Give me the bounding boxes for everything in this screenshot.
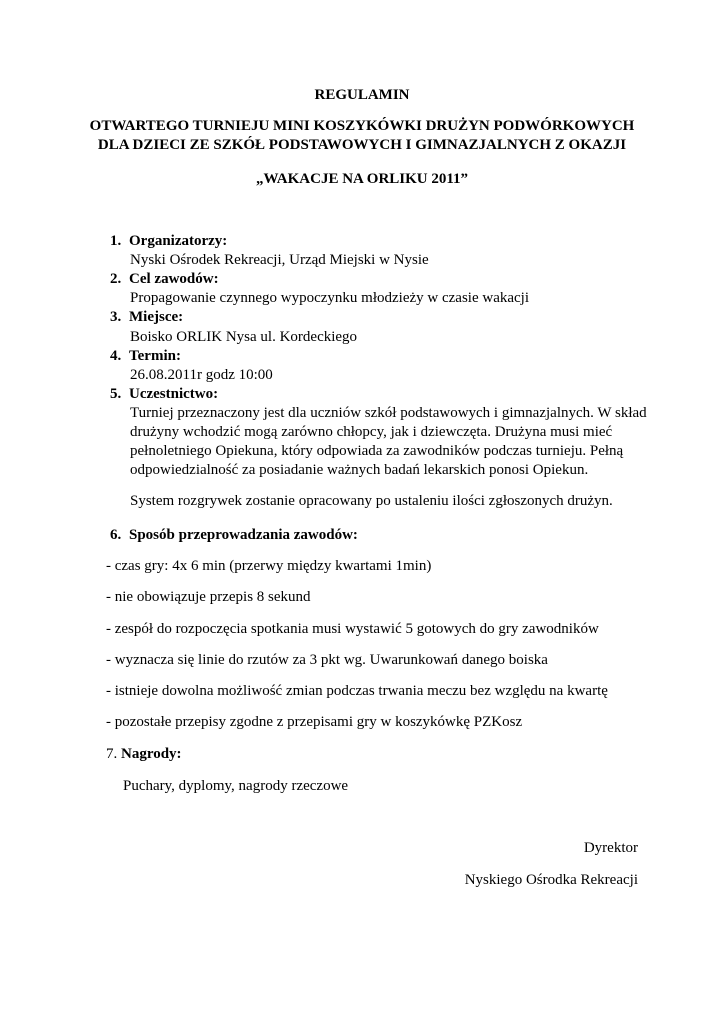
section-heading-3: 3. Miejsce: bbox=[110, 309, 184, 325]
section-body-5-line3: pełnoletniego Opiekuna, który odpowiada za zawodników podczas turnieju. Pełną bbox=[130, 443, 624, 459]
rule-item: - pozostałe przepisy zgodne z przepisami gry w koszykówkę PZKosz bbox=[106, 714, 523, 730]
section-heading-4: 4. Termin: bbox=[110, 348, 181, 364]
rule-item: - czas gry: 4x 6 min (przerwy między kwartami 1min) bbox=[106, 558, 432, 574]
rule-item: - zespół do rozpoczęcia spotkania musi wystawić 5 gotowych do gry zawodników bbox=[106, 621, 599, 637]
document-subtitle-line2: DLA DZIECI ZE SZKÓŁ PODSTAWOWYCH I GIMNAZJALNYCH Z OKAZJI bbox=[97, 137, 627, 153]
section-heading-1: 1. Organizatorzy: bbox=[110, 233, 228, 249]
section-body-2: Propagowanie czynnego wypoczynku młodzieży w czasie wakacji bbox=[130, 290, 530, 306]
rule-item: - istnieje dowolna możliwość zmian podczas trwania meczu bez względu na kwartę bbox=[106, 683, 608, 699]
section-body-1: Nyski Ośrodek Rekreacji, Urząd Miejski w Nysie bbox=[130, 252, 429, 268]
event-name: „WAKACJE NA ORLIKU 2011” bbox=[255, 171, 469, 187]
rule-item: - nie obowiązuje przepis 8 sekund bbox=[106, 589, 311, 605]
section-heading-7: 7. Nagrody: bbox=[106, 746, 182, 762]
signature-title: Dyrektor bbox=[583, 840, 638, 856]
section-heading-5: 5. Uczestnictwo: bbox=[110, 386, 219, 402]
prizes-text: Puchary, dyplomy, nagrody rzeczowe bbox=[123, 778, 349, 794]
document-subtitle-line1: OTWARTEGO TURNIEJU MINI KOSZYKÓWKI DRUŻYN PODWÓRKOWYCH bbox=[89, 118, 635, 134]
section-heading-6: 6. Sposób przeprowadzania zawodów: bbox=[110, 527, 358, 543]
section-body-5-line2: drużyny wchodzić mogą zarówno chłopcy, jak i dziewczęta. Drużyna musi mieć bbox=[130, 424, 613, 440]
rule-item: - wyznacza się linie do rzutów za 3 pkt wg. Uwarunkowań danego boiska bbox=[106, 652, 548, 668]
signature-org: Nyskiego Ośrodka Rekreacji bbox=[464, 872, 638, 888]
section-body-5-line1: Turniej przeznaczony jest dla uczniów szkół podstawowych i gimnazjalnych. W skład bbox=[130, 405, 647, 421]
system-note: System rozgrywek zostanie opracowany po ustaleniu ilości zgłoszonych drużyn. bbox=[130, 493, 613, 509]
section-body-5-line4: odpowiedzialność za posiadanie ważnych badań lekarskich ponosi Opiekun. bbox=[130, 462, 589, 478]
section-body-4: 26.08.2011r godz 10:00 bbox=[130, 367, 273, 383]
section-body-3: Boisko ORLIK Nysa ul. Kordeckiego bbox=[130, 329, 358, 345]
section-heading-2: 2. Cel zawodów: bbox=[110, 271, 219, 287]
document-title: REGULAMIN bbox=[314, 87, 410, 103]
